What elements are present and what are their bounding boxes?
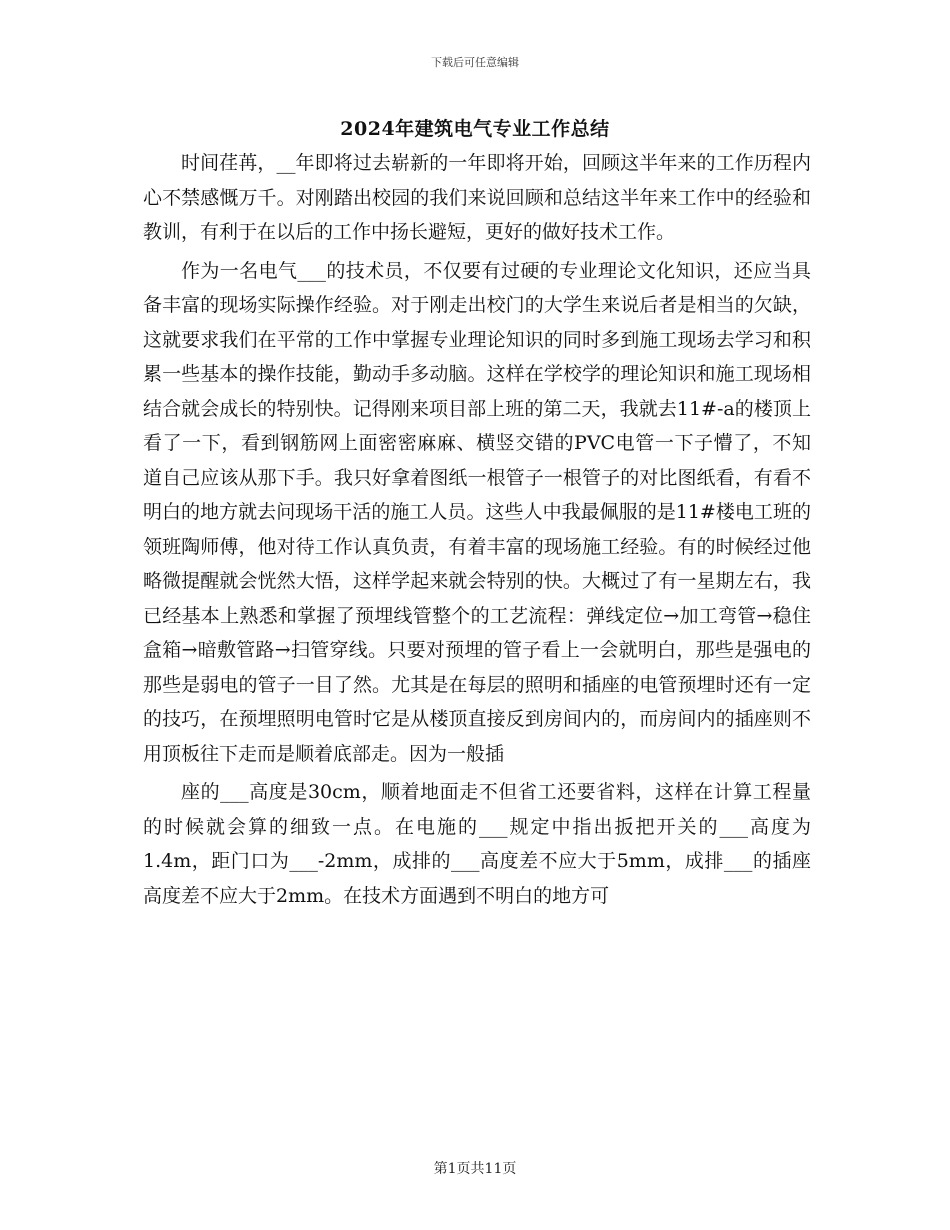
- paragraph-1: 时间荏苒，__年即将过去崭新的一年即将开始，回顾这半年来的工作历程内心不禁感慨万千。对刚踏出校园的我们来说回顾和总结这半年来工作中的经验和教训，有利于在以后的工作中扬长避短，更好的做好技术工作。: [143, 152, 811, 243]
- header-note: 下载后可任意编辑: [431, 56, 519, 69]
- paragraph-2: 作为一名电气___的技术员，不仅要有过硬的专业理论文化知识，还应当具备丰富的现场实际操作经验。对于刚走出校门的大学生来说后者是相当的欠缺，这就要求我们在平常的工作中掌握专业理论知识的同时多到施工现场去学习和积累一些基本的操作技能，勤动手多动脑。这样在学校学的理论知识和施工现场相结合就会成长的特别快。记得刚来项目部上班的第二天，我就去11#-a的楼顶上看了一下，看到钢筋网上面密密麻麻、横竖交错的PVC电管一下子懵了，不知道自己应该从那下手。我只好拿着图纸一根管子一根管子的对比图纸看，有看不明白的地方就去问现场干活的施工人员。这些人中我最佩服的是11#楼电工班的领班陶师傅，他对待工作认真负责，有着丰富的现场施工经验。有的时候经过他略微提醒就会恍然大悟，这样学起来就会特别的快。大概过了有一星期左右，我已经基本上熟悉和掌握了预埋线管整个的工艺流程：弹线定位→加工弯管→稳住盒箱→暗敷管路→扫管穿线。只要对预埋的管子看上一会就明白，那些是强电的那些是弱电的管子一目了然。尤其是在每层的照明和插座的电管预埋时还有一定的技巧，在预埋照明电管时它是从楼顶直接反到房间内的，而房间内的插座则不用顶板往下走而是顺着底部走。因为一般插: [143, 259, 811, 765]
- paragraph-3: 座的___高度是30cm，顺着地面走不但省工还要省料，这样在计算工程量的时候就会算的细致一点。在电施的___规定中指出扳把开关的___高度为1.4m，距门口为___-2mm，成排的___高度差不应大于5mm，成排___的插座高度差不应大于2mm。在技术方面遇到不明白的地方可: [143, 781, 811, 907]
- document-body: [143, 146, 811, 913]
- document-title: 2024年建筑电气专业工作总结: [340, 118, 610, 140]
- page-indicator: 第1页共11页: [433, 1161, 517, 1177]
